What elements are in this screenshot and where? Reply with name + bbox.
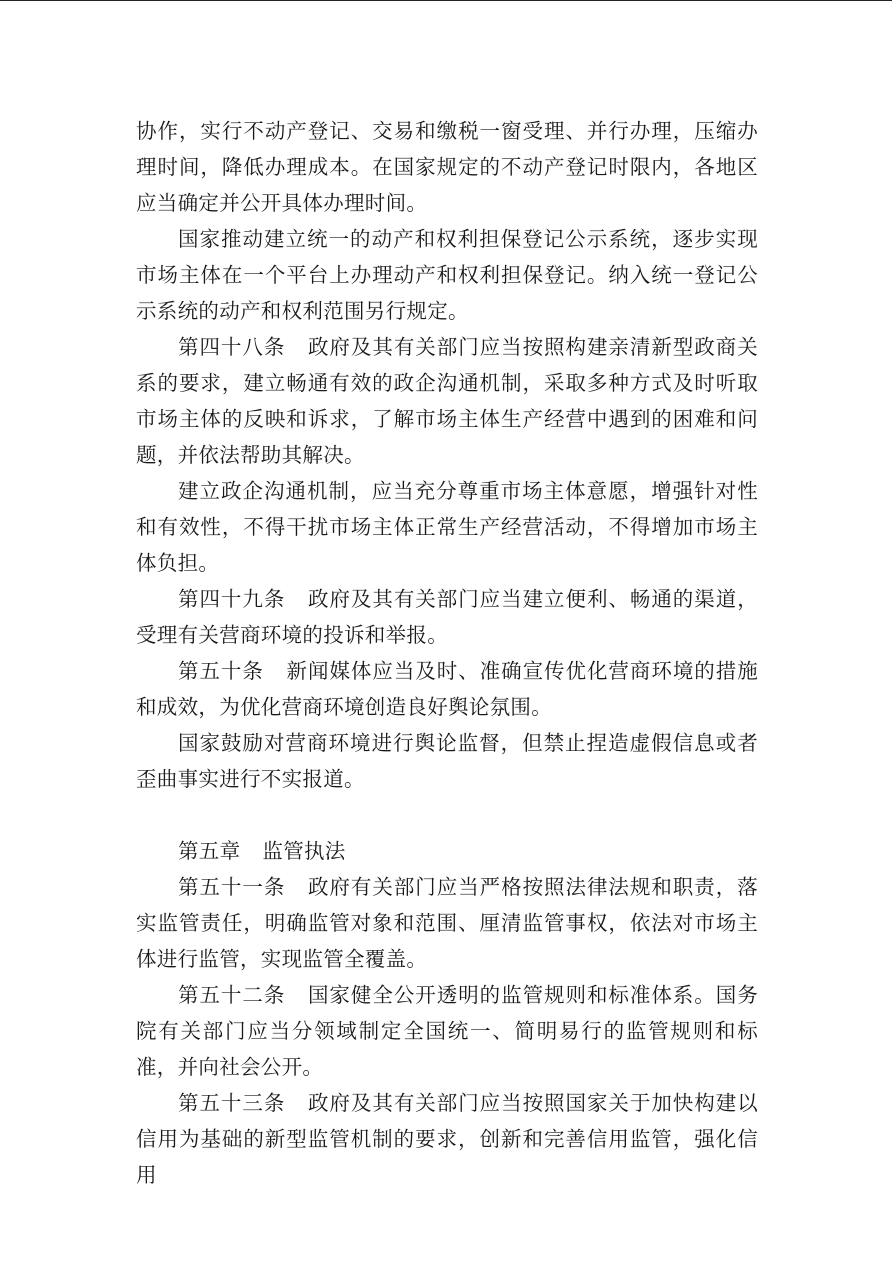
paragraph xyxy=(136,725,758,797)
article-text: 政府有关部门应当严格按照法律法规和职责，落实监管责任，明确监管对象和范围、厘清监管事权，依法对市场主体进行监管，实现监管全覆盖。 xyxy=(136,875,758,971)
paragraph-text: 国家鼓励对营商环境进行舆论监督，但禁止捏造虚假信息或者歪曲事实进行不实报道。 xyxy=(136,731,758,791)
article-number: 第五十二条 xyxy=(178,983,286,1007)
paragraph-text: 建立政企沟通机制，应当充分尊重市场主体意愿，增强针对性和有效性，不得干扰市场主体正常生产经营活动，不得增加市场主体负担。 xyxy=(136,479,758,575)
article-51 xyxy=(136,869,758,977)
article-text: 政府及其有关部门应当按照构建亲清新型政商关系的要求，建立畅通有效的政企沟通机制，采取多种方式及时听取市场主体的反映和诉求，了解市场主体生产经营中遇到的困难和问题，并依法帮助其解决。 xyxy=(136,335,758,467)
paragraph-text: 协作，实行不动产登记、交易和缴税一窗受理、并行办理，压缩办理时间，降低办理成本。在国家规定的不动产登记时限内，各地区应当确定并公开具体办理时间。 xyxy=(136,119,758,215)
article-number: 第五十三条 xyxy=(178,1091,286,1115)
article-number: 第五十条 xyxy=(178,659,264,683)
paragraph xyxy=(136,473,758,581)
paragraph xyxy=(136,221,758,329)
article-48 xyxy=(136,329,758,473)
article-52 xyxy=(136,977,758,1085)
article-number: 第四十九条 xyxy=(178,587,286,611)
paragraph-continuation xyxy=(136,113,758,221)
article-number: 第五十一条 xyxy=(178,875,286,899)
article-text: 政府及其有关部门应当建立便利、畅通的渠道，受理有关营商环境的投诉和举报。 xyxy=(136,587,758,647)
article-text: 国家健全公开透明的监管规则和标准体系。国务院有关部门应当分领域制定全国统一、简明易行的监管规则和标准，并向社会公开。 xyxy=(136,983,758,1079)
chapter-title: 监管执法 xyxy=(262,839,346,863)
chapter-number: 第五章 xyxy=(178,839,241,863)
article-text: 新闻媒体应当及时、准确宣传优化营商环境的措施和成效，为优化营商环境创造良好舆论氛围。 xyxy=(136,659,759,719)
article-53 xyxy=(136,1085,758,1193)
article-text: 政府及其有关部门应当按照国家关于加快构建以信用为基础的新型监管机制的要求，创新和完善信用监管，强化信用 xyxy=(136,1091,758,1187)
paragraph-text: 国家推动建立统一的动产和权利担保登记公示系统，逐步实现市场主体在一个平台上办理动产和权利担保登记。纳入统一登记公示系统的动产和权利范围另行规定。 xyxy=(136,227,758,323)
document-body xyxy=(136,113,758,1193)
article-50 xyxy=(136,653,758,725)
article-number: 第四十八条 xyxy=(178,335,286,359)
chapter-heading xyxy=(136,833,758,869)
article-49 xyxy=(136,581,758,653)
